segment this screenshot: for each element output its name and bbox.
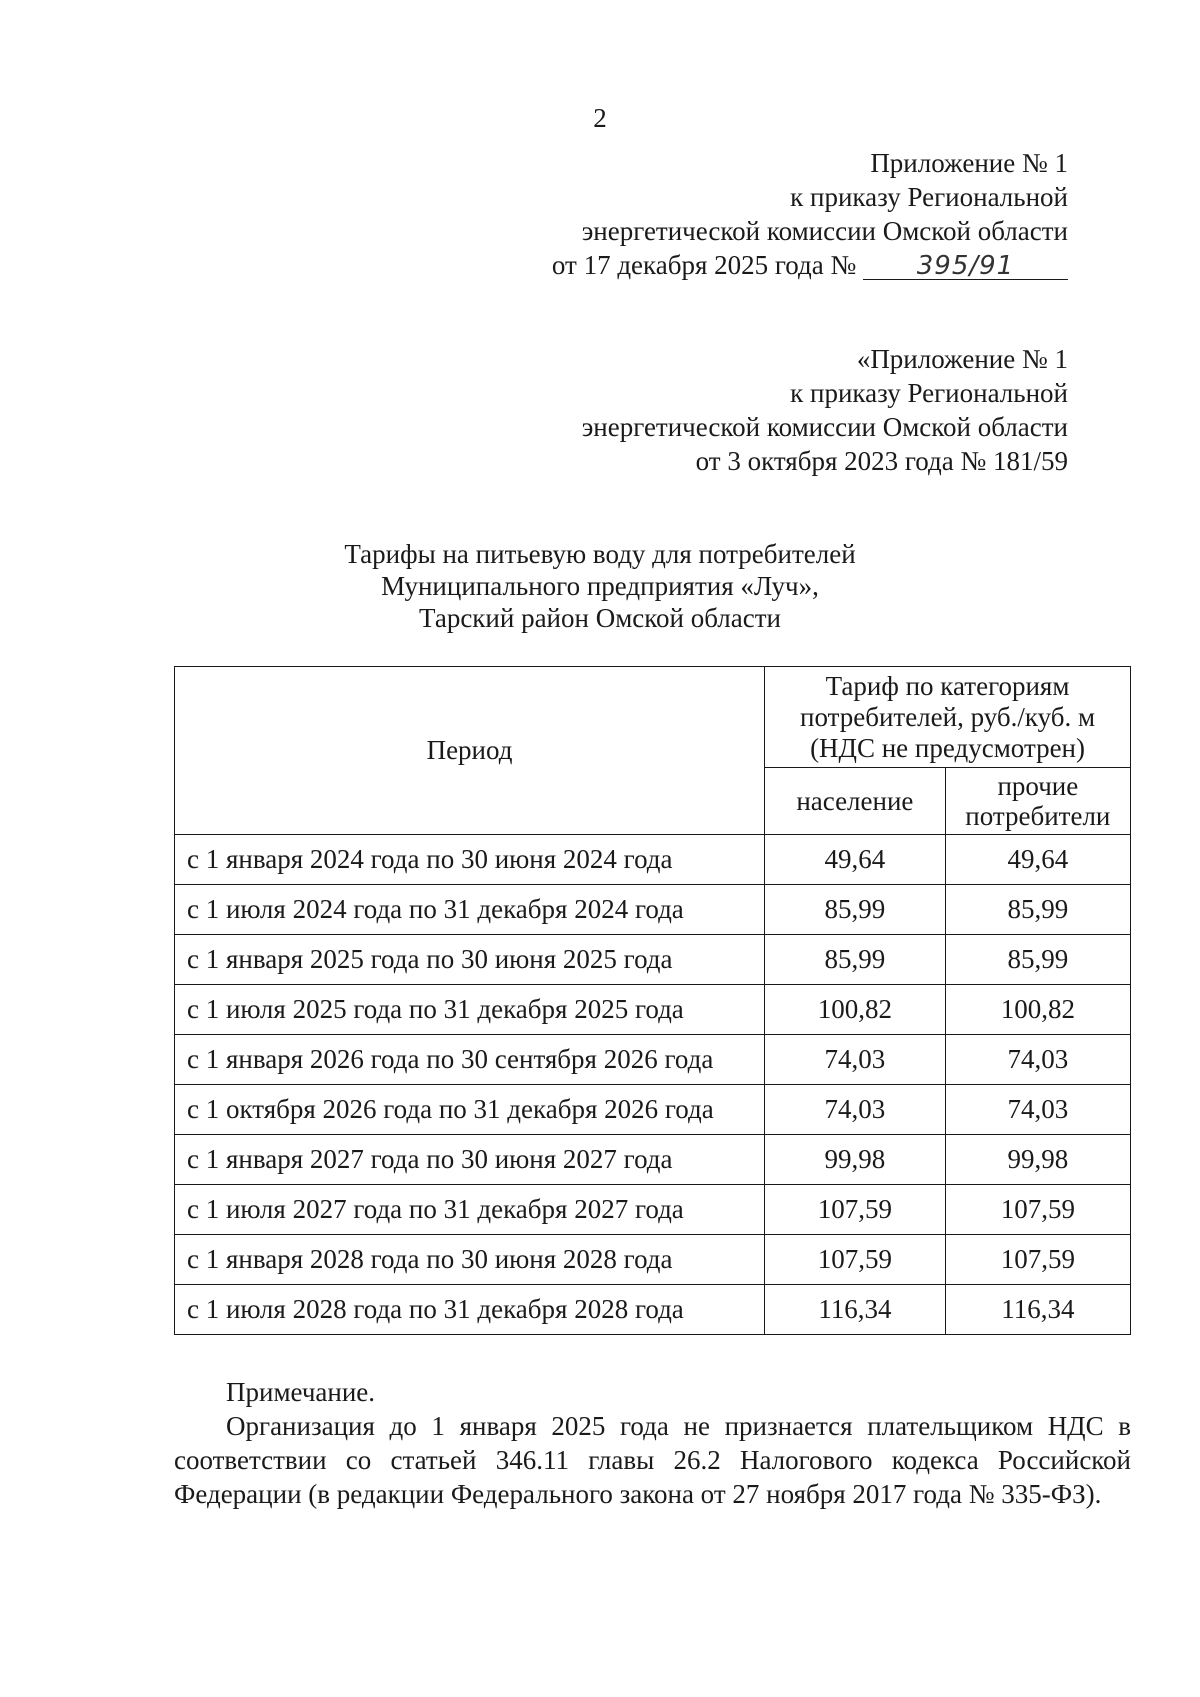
others-tariff-cell: 49,64 [945,835,1130,885]
period-cell: с 1 октября 2026 года по 31 декабря 2026 года [175,1085,765,1135]
appendix-header-old [582,342,1068,478]
population-tariff-cell: 74,03 [765,1085,946,1135]
population-tariff-cell: 85,99 [765,935,946,985]
population-tariff-cell: 116,34 [765,1285,946,1335]
page-number: 2 [593,103,607,133]
table-row [175,885,1131,935]
period-cell: с 1 января 2024 года по 30 июня 2024 года [175,835,765,885]
document-title [0,538,1200,634]
population-tariff-cell: 100,82 [765,985,946,1035]
others-tariff-cell: 85,99 [945,935,1130,985]
population-tariff-cell: 107,59 [765,1185,946,1235]
table-row [175,1235,1131,1285]
title-line2: Муниципального предприятия «Луч», [381,571,819,601]
table-header-row [175,667,1131,768]
others-tariff-cell: 74,03 [945,1035,1130,1085]
header-others-line1: прочие [997,771,1079,801]
header-others-line2: потребители [965,801,1111,831]
table-row [175,1085,1131,1135]
header-tariff-line3: (НДС не предусмотрен) [810,732,1085,763]
others-tariff-cell: 107,59 [945,1185,1130,1235]
header-tariff [765,667,1131,768]
table-row [175,1285,1131,1335]
handwritten-order-number: 395/91 [863,253,1068,280]
period-cell: с 1 января 2028 года по 30 июня 2028 года [175,1235,765,1285]
population-tariff-cell: 49,64 [765,835,946,885]
header-period: Период [175,667,765,835]
appendix-new-line2: к приказу Региональной [790,182,1068,212]
period-cell: с 1 июля 2024 года по 31 декабря 2024 года [175,885,765,935]
tariff-table [174,666,1131,1335]
period-cell: с 1 января 2025 года по 30 июня 2025 года [175,935,765,985]
table-row [175,1185,1131,1235]
others-tariff-cell: 107,59 [945,1235,1130,1285]
header-population: население [765,768,946,835]
population-tariff-cell: 107,59 [765,1235,946,1285]
others-tariff-cell: 99,98 [945,1135,1130,1185]
table-row [175,1135,1131,1185]
others-tariff-cell: 100,82 [945,985,1130,1035]
period-cell: с 1 июля 2025 года по 31 декабря 2025 года [175,985,765,1035]
header-tariff-line1: Тариф по категориям [825,670,1070,701]
population-tariff-cell: 74,03 [765,1035,946,1085]
header-tariff-line2: потребителей, руб./куб. м [800,701,1096,732]
others-tariff-cell: 74,03 [945,1085,1130,1135]
appendix-new-line3: энергетической комиссии Омской области [581,216,1068,246]
period-cell: с 1 июля 2027 года по 31 декабря 2027 года [175,1185,765,1235]
population-tariff-cell: 99,98 [765,1135,946,1185]
appendix-old-line3: энергетической комиссии Омской области [581,412,1068,442]
table-body [175,835,1131,1335]
appendix-old-line4: от 3 октября 2023 года № 181/59 [695,446,1068,476]
note-text: Организация до 1 января 2025 года не признается плательщиком НДС в соответствии со статьей 346.11 главы 26.2 Налогового кодекса Российской Федерации (в редакции Федерального закона от 27 ноября 2017 года № 335-ФЗ). [174,1411,1131,1509]
title-line3: Тарский район Омской области [419,603,781,633]
appendix-header-new [552,146,1068,282]
note-section [174,1375,1131,1511]
period-cell: с 1 июля 2028 года по 31 декабря 2028 года [175,1285,765,1335]
population-tariff-cell: 85,99 [765,885,946,935]
table-row [175,985,1131,1035]
header-others [945,768,1130,835]
order-date-prefix: от 17 декабря 2025 года № [551,250,857,280]
table-row [175,1035,1131,1085]
table-row [175,835,1131,885]
title-line1: Тарифы на питьевую воду для потребителей [344,539,856,569]
appendix-old-line2: к приказу Региональной [790,378,1068,408]
period-cell: с 1 января 2026 года по 30 сентября 2026 года [175,1035,765,1085]
note-heading: Примечание. [226,1377,376,1407]
period-cell: с 1 января 2027 года по 30 июня 2027 года [175,1135,765,1185]
appendix-new-line1: Приложение № 1 [870,148,1068,178]
others-tariff-cell: 116,34 [945,1285,1130,1335]
appendix-new-line4 [552,248,1068,282]
appendix-old-line1: «Приложение № 1 [856,344,1068,374]
table-row [175,935,1131,985]
others-tariff-cell: 85,99 [945,885,1130,935]
